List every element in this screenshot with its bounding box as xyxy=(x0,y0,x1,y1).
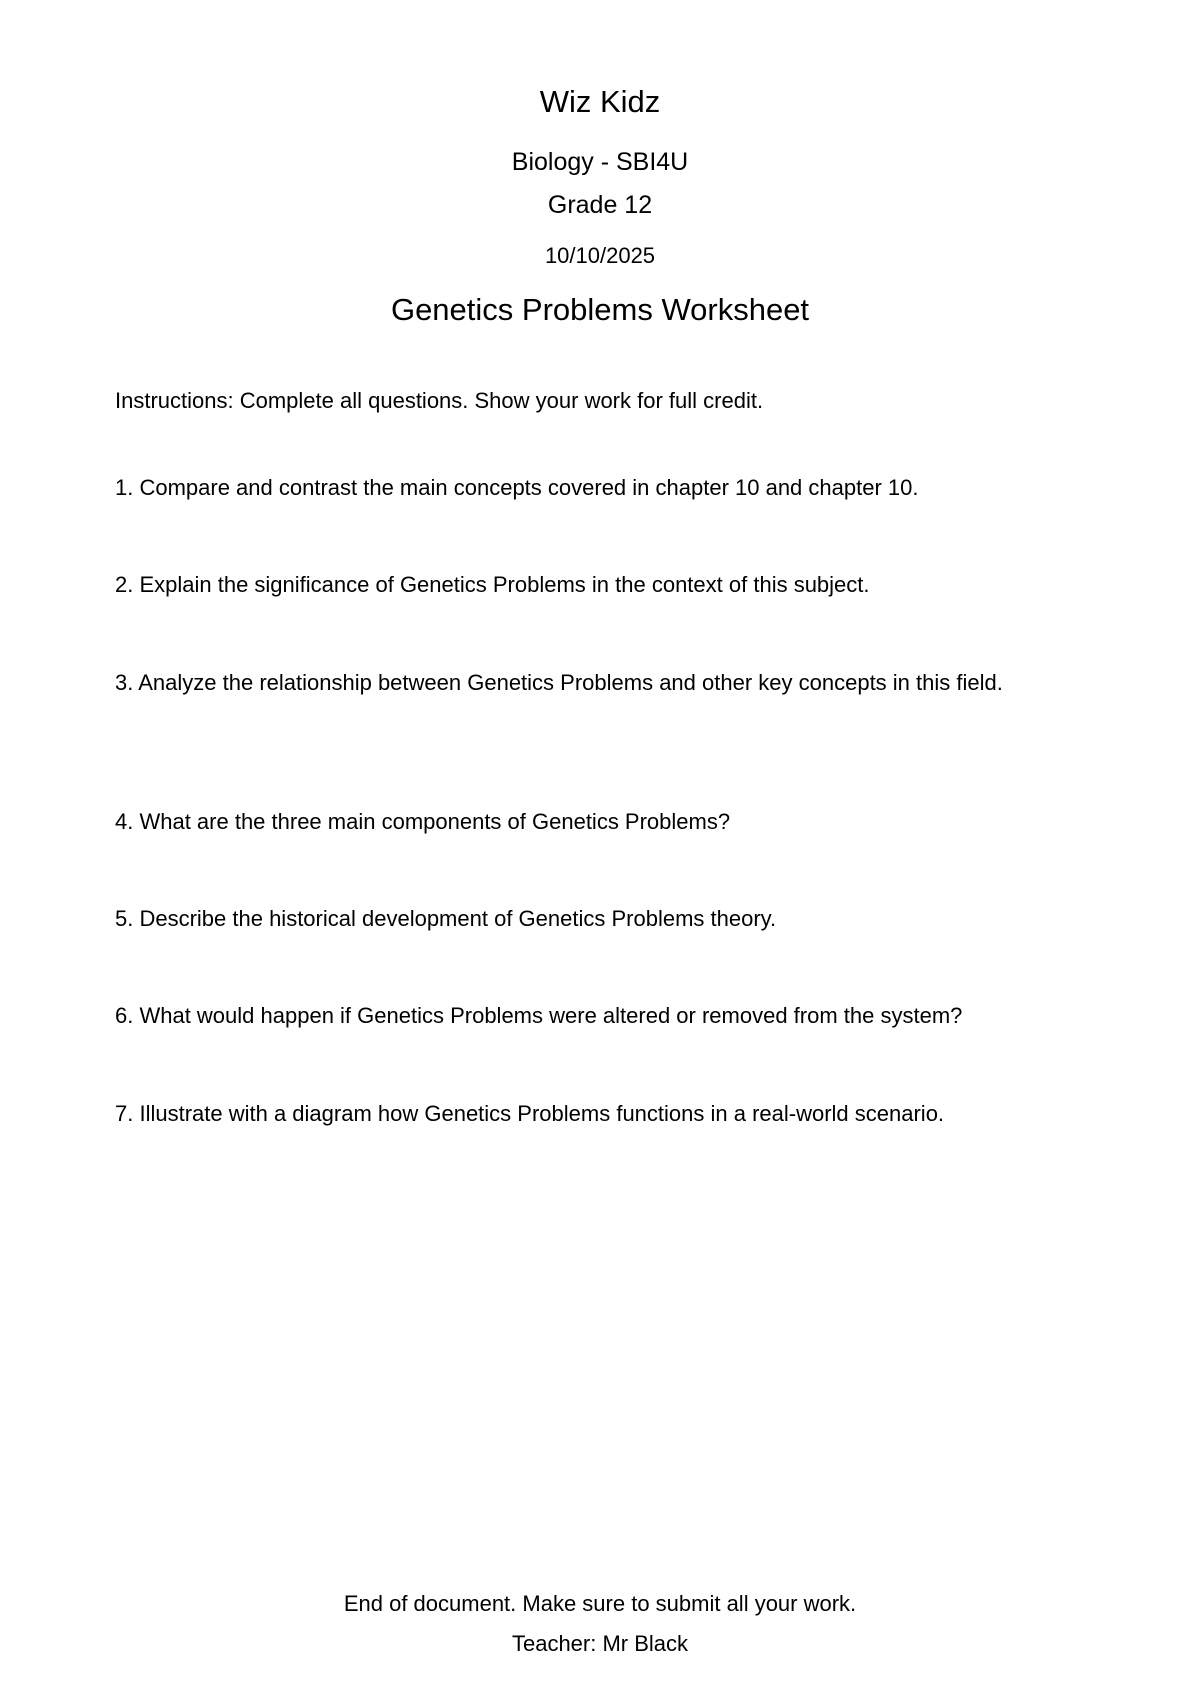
question-6: 6. What would happen if Genetics Problems were altered or removed from the system? xyxy=(115,1003,963,1028)
worksheet-date: 10/10/2025 xyxy=(544,243,656,268)
school-name: Wiz Kidz xyxy=(539,84,661,119)
question-3: 3. Analyze the relationship between Genetics Problems and other key concepts in this field. xyxy=(115,670,1003,695)
question-7: 7. Illustrate with a diagram how Genetics Problems functions in a real-world scenario. xyxy=(115,1101,945,1126)
instructions: Instructions: Complete all questions. Show your work for full credit. xyxy=(115,388,764,413)
grade-level: Grade 12 xyxy=(547,191,653,219)
question-1: 1. Compare and contrast the main concepts covered in chapter 10 and chapter 10. xyxy=(115,475,919,500)
course-code: Biology - SBI4U xyxy=(511,148,689,176)
question-2: 2. Explain the significance of Genetics Problems in the context of this subject. xyxy=(115,572,870,597)
worksheet-title: Genetics Problems Worksheet xyxy=(390,292,810,327)
teacher-name: Teacher: Mr Black xyxy=(511,1631,689,1656)
question-5: 5. Describe the historical development of Genetics Problems theory. xyxy=(115,906,777,931)
question-4: 4. What are the three main components of Genetics Problems? xyxy=(115,809,731,834)
footer-note: End of document. Make sure to submit all your work. xyxy=(343,1591,857,1616)
